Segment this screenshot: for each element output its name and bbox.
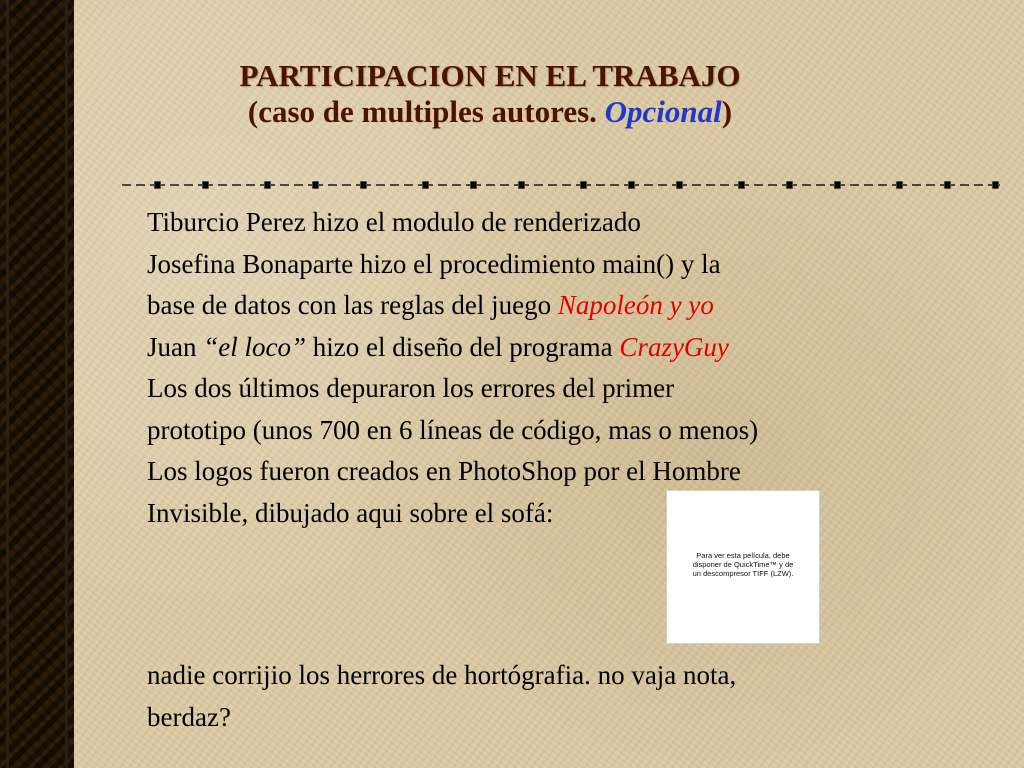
footer-line: nadie corrijio los herrores de hortógrafia. no vaja nota, bbox=[147, 660, 737, 690]
list-item: Los logos fueron creados en PhotoShop por el Hombre bbox=[147, 456, 741, 486]
list-item: Tiburcio Perez hizo el modulo de renderizado bbox=[147, 207, 641, 237]
dashed-divider bbox=[122, 178, 1000, 192]
list-item-text: hizo el diseño del programa bbox=[306, 331, 620, 362]
participation-list bbox=[147, 202, 947, 534]
footer-line: berdaz? bbox=[147, 701, 231, 732]
program-name: CrazyGuy bbox=[619, 331, 729, 362]
list-item: Josefina Bonaparte hizo el procedimiento main() y la bbox=[147, 248, 721, 279]
quicktime-line: Para ver esta película, debe bbox=[696, 551, 790, 560]
footer-note bbox=[147, 655, 947, 738]
list-item bbox=[147, 327, 947, 369]
list-item: Invisible, dibujado aqui sobre el sofá: bbox=[147, 497, 554, 528]
decorative-side-strip bbox=[0, 0, 74, 768]
game-name: Napoleón y yo bbox=[557, 290, 714, 320]
nickname: “el loco” bbox=[203, 331, 307, 362]
quicktime-message bbox=[673, 551, 813, 578]
list-item bbox=[147, 285, 947, 327]
list-item-text: base de datos con las reglas del juego bbox=[147, 290, 558, 320]
list-item: Los dos últimos depuraron los errores del primer bbox=[147, 373, 675, 403]
subtitle-suffix: ) bbox=[721, 94, 733, 129]
list-item-text: Juan bbox=[147, 331, 204, 362]
quicktime-placeholder bbox=[666, 490, 820, 644]
slide-title: PARTICIPACION EN EL TRABAJO bbox=[239, 58, 741, 93]
subtitle-optional: Opcional bbox=[604, 94, 722, 129]
list-item: prototipo (unos 700 en 6 líneas de código, mas o menos) bbox=[147, 414, 759, 445]
slide-header bbox=[120, 58, 860, 130]
slide-subtitle bbox=[120, 94, 860, 130]
quicktime-line: disponer de QuickTime™ y de bbox=[692, 560, 794, 569]
quicktime-line: un descompresor TIFF (LZW). bbox=[692, 569, 794, 578]
subtitle-prefix: (caso de multiples autores. bbox=[247, 94, 605, 129]
